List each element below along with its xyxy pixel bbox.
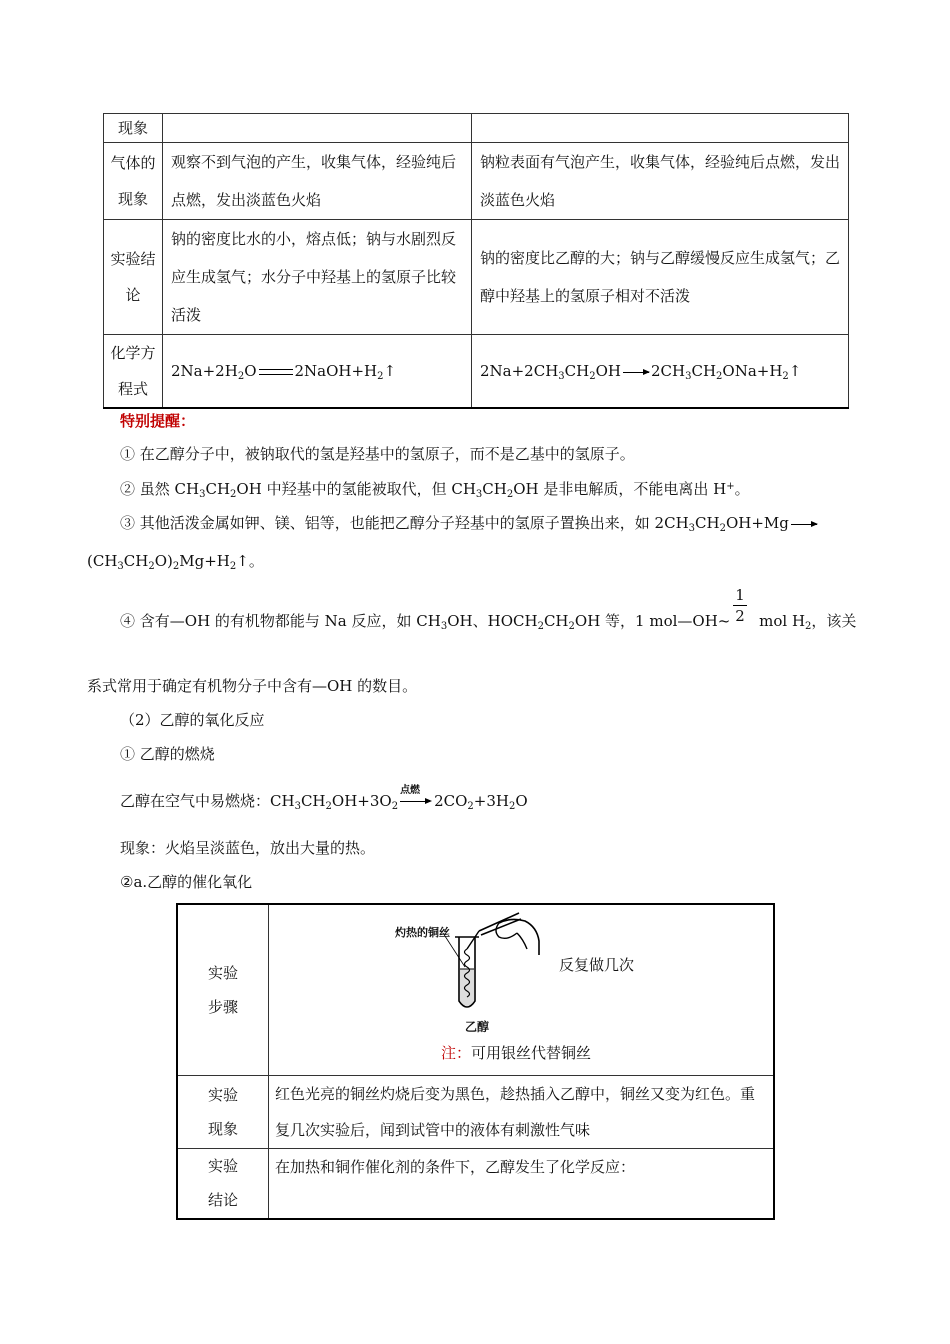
- row-label-gas: 气体的现象: [104, 143, 163, 220]
- table-row: [104, 143, 849, 220]
- row-label-phenomenon: 现象: [104, 114, 163, 143]
- row-label-conclusion: 实验结论: [104, 220, 163, 335]
- row-label-equation: 化学方程式: [104, 335, 163, 409]
- sodium-reaction-table: [103, 113, 849, 409]
- table-row: [104, 335, 849, 409]
- experiment-steps-cell: [269, 904, 775, 1076]
- figure-label-ethanol: 乙醇: [465, 1020, 490, 1034]
- notice-point-4: ④ 含有—OH 的有机物都能与 Na 反应，如 $CH_3OH$、$HOCH_2CH_2OH$ 等，1 mol—OH~ mol $H_2$，该关: [120, 612, 857, 632]
- catalytic-oxidation-table: [176, 903, 775, 1220]
- phenomenon-text: 红色光亮的铜丝灼烧后变为黑色，趁热插入乙醇中，铜丝又变为红色。重复几次实验后，闻到试管中的液体有刺激性气味: [269, 1076, 775, 1149]
- table-row: [177, 1149, 774, 1220]
- notice-point-2: ② 虽然 $CH_3CH_2OH$ 中羟基中的氢能被取代，但 $CH_3CH_2OH$ 是非电解质，不能电离出 H+。: [120, 480, 750, 500]
- section-heading: （2）乙醇的氧化反应: [120, 711, 265, 729]
- repeat-instruction: 反复做几次: [559, 956, 635, 974]
- cell-water: 钠的密度比水的小，熔点低；钠与水剧烈反应生成氢气；水分子中羟基上的氢原子比较活泼: [163, 220, 472, 335]
- notice-title: 特别提醒：: [120, 412, 196, 430]
- combustion-equation: 乙醇在空气中易燃烧：$CH_3CH_2OH+3O_2$ 点燃 $2CO_2+3H_2O$: [120, 785, 528, 812]
- row-label-phenomenon: 实验现象: [177, 1076, 269, 1149]
- subheading-combustion: ① 乙醇的燃烧: [120, 745, 215, 763]
- equation-water: $2Na+2H_2O$ $2NaOH+H_2↑$: [163, 335, 472, 409]
- cell-water: 观察不到气泡的产生，收集气体，经验纯后点燃，发出淡蓝色火焰: [163, 143, 472, 220]
- row-label-steps: 实验步骤: [177, 904, 269, 1076]
- notice-point-1: ① 在乙醇分子中，被钠取代的氢是羟基中的氢原子，而不是乙基中的氢原子。: [120, 445, 635, 463]
- figure-label-copper-wire: 灼热的铜丝: [395, 926, 450, 939]
- row-label-conclusion: 实验结论: [177, 1149, 269, 1220]
- table-row: [104, 114, 849, 143]
- cell-ethanol: 钠粒表面有气泡产生，收集气体，经验纯后点燃，发出淡蓝色火焰: [472, 143, 849, 220]
- table-row: [177, 1076, 774, 1149]
- cell-ethanol: [472, 114, 849, 143]
- equation-ethanol: $2Na+2CH_3CH_2OH$ $2CH_3CH_2ONa+H_2↑$: [472, 335, 849, 409]
- table-row: [104, 220, 849, 335]
- fraction-one-half: $\frac{1}{2}$: [733, 585, 747, 626]
- notice-point-3-cont: $(CH_3CH_2O)_2Mg+H_2↑$。: [87, 552, 264, 572]
- subheading-catalytic: ②a.乙醇的催化氧化: [120, 873, 253, 891]
- conclusion-text: 在加热和铜作催化剂的条件下，乙醇发生了化学反应：: [269, 1149, 775, 1220]
- cell-ethanol: 钠的密度比乙醇的大；钠与乙醇缓慢反应生成氢气；乙醇中羟基上的氢原子相对不活泼: [472, 220, 849, 335]
- cell-water: [163, 114, 472, 143]
- combustion-phenomenon: 现象：火焰呈淡蓝色，放出大量的热。: [120, 839, 376, 857]
- note: 注：可用银丝代替铜丝: [441, 1044, 592, 1062]
- notice-point-3: ③ 其他活泼金属如钾、镁、铝等，也能把乙醇分子羟基中的氢原子置换出来，如 $2CH_3CH_2OH+Mg$: [120, 512, 819, 533]
- table-row: [177, 904, 774, 1076]
- reaction-arrow: 点燃: [400, 795, 432, 809]
- notice-point-4-cont: 系式常用于确定有机物分子中含有—OH 的数目。: [87, 677, 418, 695]
